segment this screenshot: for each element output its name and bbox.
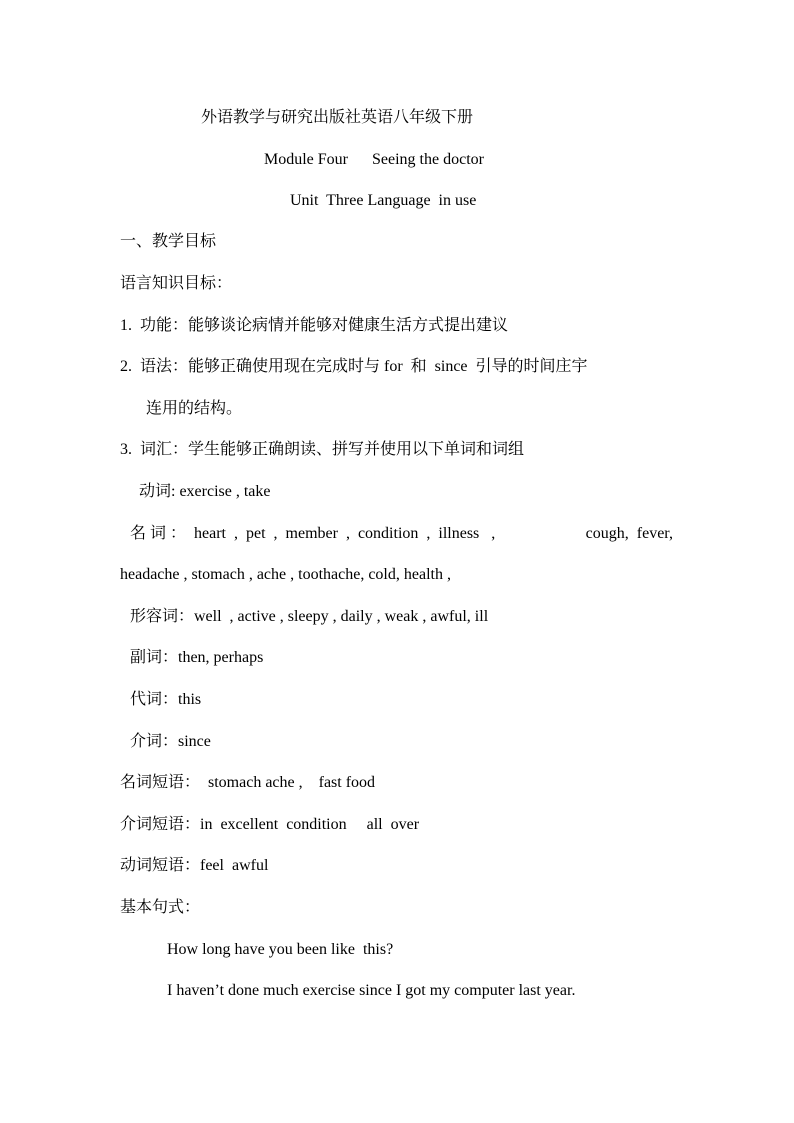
pattern-sentence-1: How long have you been like this? [167,941,394,958]
module-title: Module Four Seeing the doctor [264,151,484,168]
objective-grammar: 2. 语法：能够正确使用现在完成时与 for 和 since 引导的时间庄宇 [120,358,588,375]
objective-function: 1. 功能：能够谈论病情并能够对健康生活方式提出建议 [120,317,509,334]
objective-vocabulary: 3. 词汇：学生能够正确朗读、拼写并使用以下单词和词组 [120,441,525,458]
subheading: 语言知识目标： [120,275,233,292]
document-title: 外语教学与研究出版社英语八年级下册 [201,109,474,126]
vocab-adverbs: 副词：then, perhaps [130,649,264,666]
vocab-prep-phrases: 介词短语：in excellent condition all over [120,816,420,833]
objective-grammar-cont: 连用的结构。 [146,400,243,417]
vocab-verbs: 动词: exercise , take [139,483,271,500]
pattern-sentence-2: I haven’t done much exercise since I got my computer last year. [167,982,576,999]
section-heading: 一、教学目标 [120,233,217,250]
vocab-prepositions: 介词：since [130,733,211,750]
vocab-nouns-right: cough, fever, [585,525,673,542]
vocab-verb-phrases: 动词短语：feel awful [120,857,269,874]
unit-title: Unit Three Language in use [290,192,477,209]
vocab-pronouns: 代词：this [130,691,202,708]
vocab-noun-phrases: 名词短语： stomach ache , fast food [120,774,376,791]
vocab-nouns-left: 名 词 ： heart , pet , member , condition , illness , [130,525,496,542]
patterns-heading: 基本句式： [120,899,201,916]
vocab-adjectives: 形容词：well , active , sleepy , daily , weak , awful, ill [130,608,489,625]
vocab-nouns-line1 [130,524,673,544]
vocab-nouns-line2: headache , stomach , ache , toothache, cold, health , [120,566,451,583]
